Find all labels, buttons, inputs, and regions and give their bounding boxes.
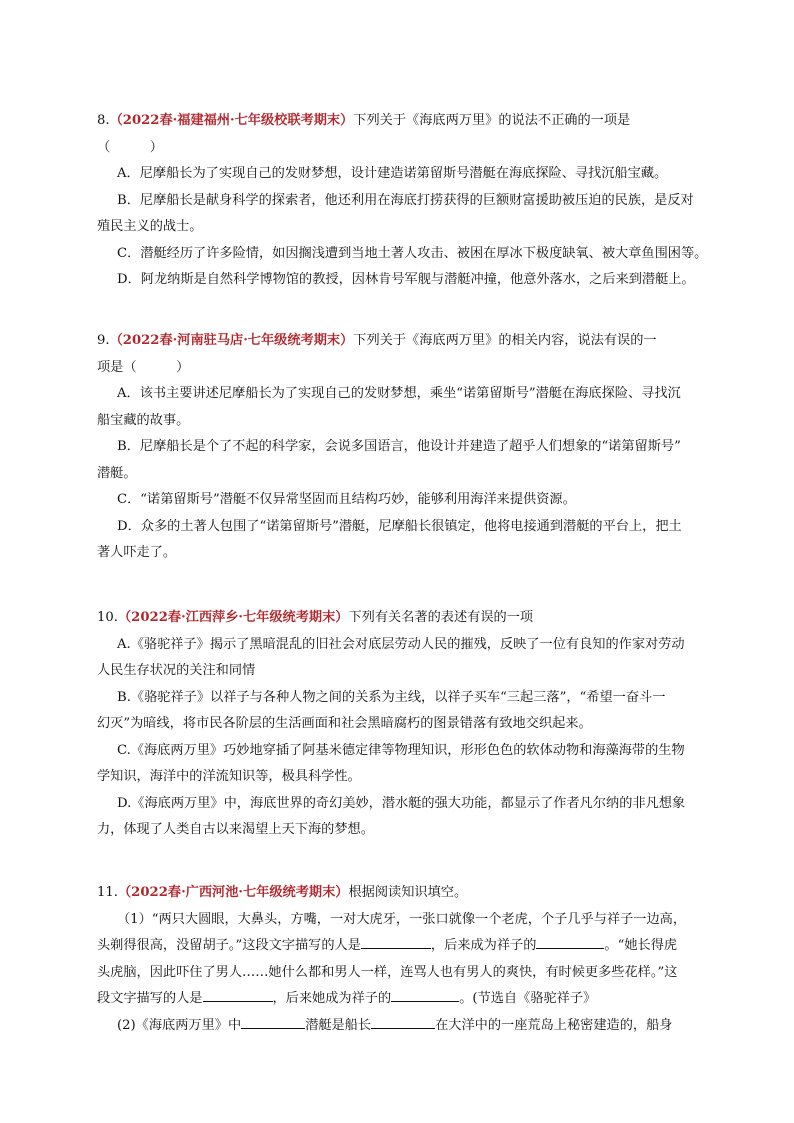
option-b-cont: 殖民主义的战士。 [97, 219, 203, 234]
option-c: C.《海底两万里》巧妙地穿插了阿基米德定律等物理知识，形形色色的软体动物和海藻海带的生物 [117, 742, 685, 758]
option-b-cont: 潜艇。 [97, 465, 137, 481]
question-11 [97, 880, 727, 1039]
fill-blank-6[interactable] [371, 1013, 435, 1029]
question-stem: 下列关于《海底两万里》的相关内容，说法有误的一 [353, 333, 657, 348]
question-9 [97, 328, 727, 567]
option-d-cont: 著人吓走了。 [97, 545, 177, 560]
option-a: A.《骆驼祥子》揭示了黑暗混乱的旧社会对底层劳动人民的摧残，反映了一位有良知的作家对劳动 [117, 636, 685, 652]
option-b: B．尼摩船长是个了不起的科学家，会说多国语言，他设计并建造了超乎人们想象的“诺第留斯号” [117, 439, 681, 454]
part-1-line-4: 段文字描写的人是 ，后来她成为祥子的 。(节选自《骆驼祥子》 [97, 986, 727, 1013]
question-8 [97, 108, 727, 294]
option-b-cont: 幻灭”为暗线，将市民各阶层的生活画面和社会黑暗腐朽的图景错落有致地交织起来。 [97, 716, 592, 731]
option-c-cont: 学知识，海洋中的洋流知识等，极具科学性。 [97, 769, 361, 784]
fill-blank-5[interactable] [241, 1013, 305, 1029]
question-source: （2022春·江西萍乡·七年级统考期末） [117, 610, 349, 625]
option-a-cont: 人民生存状况的关注和同情 [97, 663, 256, 678]
question-source: （2022春·广西河池·七年级统考期末） [117, 885, 349, 900]
question-stem-cont: 项是（ ） [97, 359, 190, 375]
option-c: C．潜艇经历了许多险情，如因搁浅遭到当地土著人攻击、被困在厚冰下极度缺氧、被大章鱼围困等。 [117, 245, 708, 261]
option-d-cont: 力，体现了人类自古以来渴望上天下海的梦想。 [97, 822, 374, 837]
part-2-line-1: (2)《海底两万里》中 潜艇是船长 在大洋中的一座荒岛上秘密建造的，船身 [97, 1013, 727, 1040]
option-d: D.《海底两万里》中，海底世界的奇幻美妙，潜水艇的强大功能，都显示了作者凡尔纳的非凡想象 [117, 795, 686, 811]
answer-bracket: （ ） [97, 139, 163, 155]
option-d: D．阿龙纳斯是自然科学博物馆的教授，因林肯号军舰与潜艇冲撞，他意外落水，之后来到潜艇上。 [117, 272, 695, 287]
question-source: （2022春·福建福州·七年级校联考期末） [109, 113, 354, 128]
part-1-line-3: 头虎脑，因此吓住了男人……她什么都和男人一样，连骂人也有男人的爽快，有时候更多些花样。”这 [97, 964, 678, 980]
question-number: 11. [97, 885, 118, 900]
question-stem: 下列有关名著的表述有误的一项 [348, 610, 534, 625]
fill-blank-3[interactable] [203, 986, 273, 1002]
part-1-line-2: 头剃得很高，没留胡子。”这段文字描写的人是 ，后来成为祥子的 。“她长得虎 [97, 933, 727, 960]
option-c: C．“诺第留斯号”潜艇不仅异常坚固而且结构巧妙，能够利用海洋来提供资源。 [117, 492, 576, 507]
question-number: 8. [97, 113, 110, 128]
option-b: B.《骆驼祥子》以祥子与各种人物之间的关系为主线，以祥子买车“三起三落”，“希望一奋斗一 [117, 689, 666, 705]
question-stem: 根据阅读知识填空。 [348, 885, 468, 900]
question-stem: 下列关于《海底两万里》的说法不正确的一项是 [353, 113, 631, 128]
option-a: A．尼摩船长为了实现自己的发财梦想，设计建造诺第留斯号潜艇在海底探险、寻找沉船宝藏。 [117, 166, 668, 181]
option-a: A．该书主要讲述尼摩船长为了实现自己的发财梦想，乘坐“诺第留斯号”潜艇在海底探险、寻找沉 [117, 386, 681, 401]
part-1-line-1: （1）“两只大圆眼，大鼻头，方嘴，一对大虎牙，一张口就像一个老虎，个子几乎与祥子一边高， [117, 911, 687, 927]
question-number: 9. [97, 333, 110, 348]
fill-blank-4[interactable] [391, 986, 459, 1002]
option-d: D．众多的土著人包围了“诺第留斯号”潜艇，尼摩船长很镇定，他将电接通到潜艇的平台上，把土 [117, 518, 682, 534]
option-a-cont: 船宝藏的故事。 [97, 412, 190, 428]
question-source: （2022春·河南驻马店·七年级统考期末） [109, 333, 354, 348]
question-10 [97, 605, 727, 844]
option-b: B．尼摩船长是献身科学的探索者，他还利用在海底打捞获得的巨额财富援助被压迫的民族，是反对 [117, 192, 694, 208]
fill-blank-1[interactable] [361, 933, 431, 949]
question-number: 10. [97, 610, 118, 625]
fill-blank-2[interactable] [536, 933, 604, 949]
